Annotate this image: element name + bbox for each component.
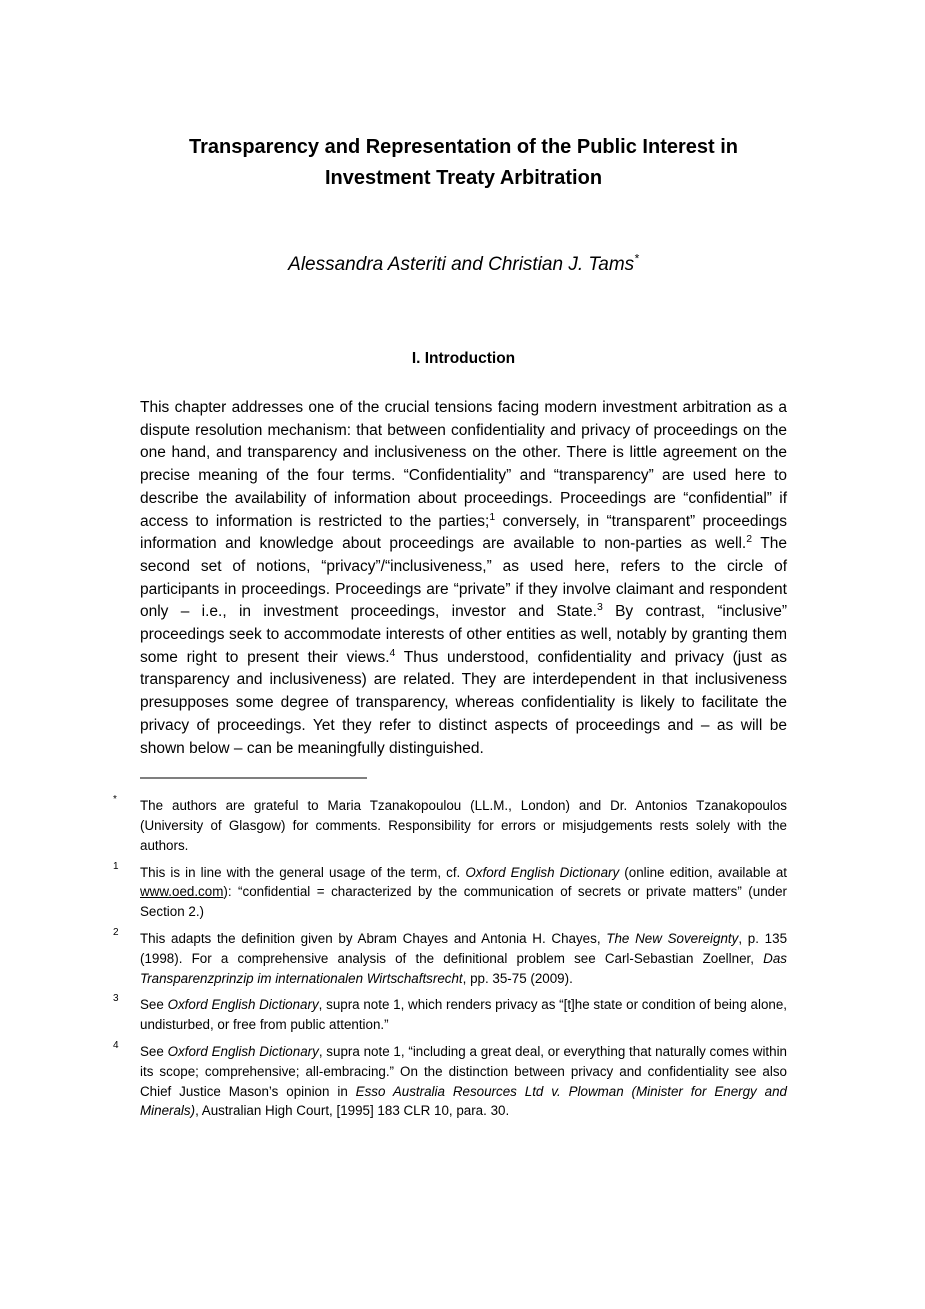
footnote-marker-3: 3 bbox=[113, 993, 119, 1005]
footnote-ref-2: 2 bbox=[746, 533, 753, 546]
footnote-1 bbox=[113, 860, 787, 922]
footnote-ref-1: 1 bbox=[489, 510, 496, 523]
footnotes-section bbox=[113, 794, 788, 1121]
author-names: Alessandra Asteriti and Christian J. Tams bbox=[288, 254, 635, 275]
body-text-segment: By contrast, “inclusive” proceedings seek to accommodate interests of other entities as well, notably by granting them some right to present their views. bbox=[140, 603, 788, 666]
footnote-text-segment: See bbox=[140, 1044, 168, 1060]
footnote-separator bbox=[140, 777, 367, 779]
footnote-text-segment: (online edition, available at bbox=[619, 864, 787, 880]
footnote-ref-3: 3 bbox=[596, 601, 603, 614]
footnote-text-segment: , Australian High Court, [1995] 183 CLR 10, para. 30. bbox=[195, 1103, 510, 1119]
paper-title-line-1: Transparency and Representation of the Public Interest in bbox=[188, 136, 738, 158]
footnote-ref-4: 4 bbox=[389, 646, 396, 659]
footnote-italic-segment: Esso Australia Resources Ltd v. Plowman (Minister for Energy and Minerals) bbox=[140, 1083, 787, 1119]
footnote-text-segment: ): “confidential = characterized by the communication of secrets or private matters” (under Section 2.) bbox=[140, 884, 787, 920]
body-paragraph bbox=[140, 397, 787, 760]
footnote-3 bbox=[113, 993, 788, 1035]
body-text-segment: conversely, in “transparent” proceedings information and knowledge about proceedings are available to non-parties as well. bbox=[140, 512, 787, 553]
page-content bbox=[113, 0, 788, 1128]
body-text-segment: The second set of notions, “privacy”/“inclusiveness,” as used here, refers to the circle of participants in proceedings. Proceedings are “private” if they involve claimant and respondent only – i.e., in investment proceedings, investor and State. bbox=[140, 535, 787, 621]
footnote-italic-segment: Oxford English Dictionary bbox=[167, 1044, 319, 1060]
footnote-text-segment: The authors are grateful to Maria Tzanakopoulou (LL.M., London) and Dr. Antonios Tzanakopoulos (University of Glasgow) for comments. Responsibility for errors or misjudgements rests solely with the authors. bbox=[140, 798, 787, 853]
footnote-text-segment: This adapts the definition given by Abram Chayes and Antonia H. Chayes, bbox=[140, 931, 607, 947]
paper-title-line-2: Investment Treaty Arbitration bbox=[324, 167, 603, 189]
footnote-2 bbox=[113, 927, 788, 988]
body-text-segment: This chapter addresses one of the crucial tensions facing modern investment arbitration as a dispute resolution mechanism: that between confidentiality and privacy of proceedings on the one hand, and transparency and inclusiveness on the other. There is little agreement on the precise meaning of the four terms. “Confidentiality” and “transparency” are used here to describe the availability of information about proceedings. Proceedings are “confidential” if access to information is restricted to the parties; bbox=[140, 399, 787, 530]
body-text-segment: Thus understood, confidentiality and privacy (just as transparency and inclusiveness) are related. They are interdependent in that inclusiveness presupposes some degree of transparency, whereas confidentiality is likely to facilitate the privacy of proceedings. Yet they refer to distinct aspects of proceedings and – as will be shown below – can be meaningfully distinguished. bbox=[140, 648, 787, 757]
section-heading-introduction: I. Introduction bbox=[411, 350, 516, 367]
paper-title bbox=[140, 132, 787, 194]
author-footnote-marker: * bbox=[634, 251, 639, 266]
footnote-italic-segment: The New Sovereignty bbox=[606, 931, 739, 947]
footnote-text-segment: See bbox=[140, 997, 168, 1013]
oed-website-link[interactable]: www.oed.com bbox=[140, 884, 224, 900]
footnote-marker-1: 1 bbox=[113, 860, 119, 872]
footnote-star bbox=[113, 794, 787, 855]
footnote-italic-segment: Oxford English Dictionary bbox=[167, 997, 319, 1013]
footnote-italic-segment: Das Transparenzprinzip im internationalen Wirtschaftsrecht bbox=[140, 950, 787, 986]
footnote-text-segment: , supra note 1, which renders privacy as “[t]he state or condition of being alone, undisturbed, or free from public attention.” bbox=[140, 997, 788, 1033]
footnote-text-segment: , p. 135 (1998). For a comprehensive analysis of the definitional problem see Carl-Sebastian Zoellner, bbox=[140, 931, 788, 966]
footnote-text-segment: This is in line with the general usage of the term, cf. bbox=[140, 864, 466, 880]
footnote-text-segment: , supra note 1, “including a great deal, or everything that naturally comes within its scope; comprehensive; all-embracing.” On the distinction between privacy and confidentiality see also Chief Justice Mason’s opinion in bbox=[140, 1044, 788, 1099]
footnote-italic-segment: Oxford English Dictionary bbox=[465, 864, 620, 880]
footnote-marker-star: * bbox=[113, 794, 117, 806]
footnote-text-segment: , pp. 35-75 (2009). bbox=[462, 970, 573, 986]
footnote-marker-2: 2 bbox=[113, 927, 119, 939]
authors-line bbox=[140, 252, 787, 278]
footnote-marker-4: 4 bbox=[113, 1040, 119, 1052]
footnote-4 bbox=[113, 1040, 788, 1121]
